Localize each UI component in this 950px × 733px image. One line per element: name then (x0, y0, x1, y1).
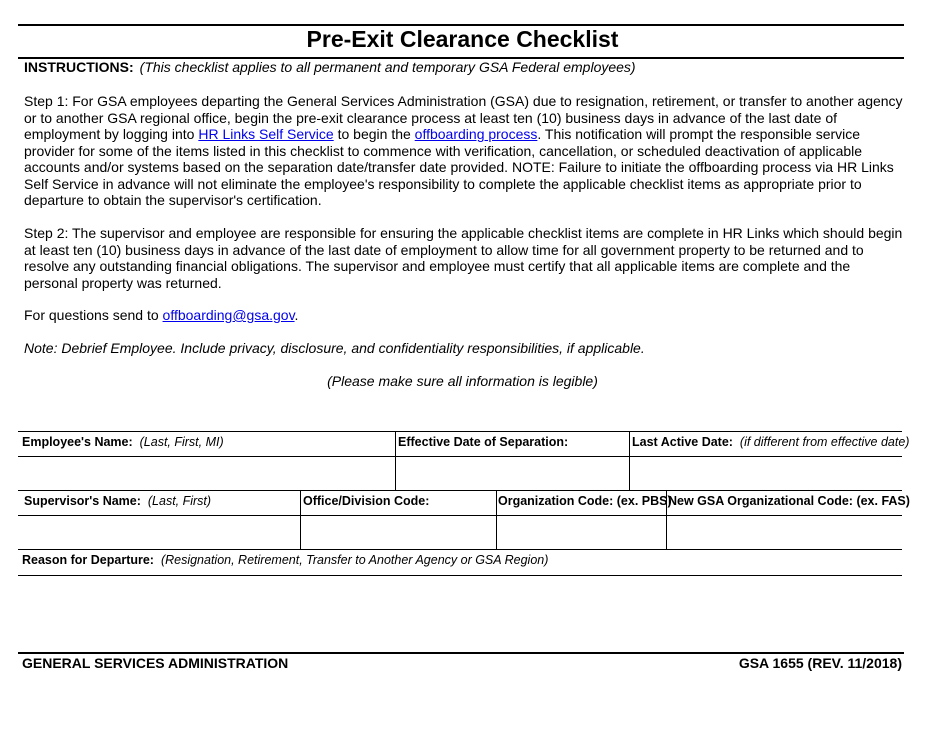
offboarding-process-link[interactable]: offboarding process (414, 126, 538, 142)
effective-date-label (398, 435, 568, 449)
instructions (24, 59, 636, 75)
office-code-label-text: Office/Division Code: (303, 494, 430, 508)
step-1-text-c: . This notification will prompt the responsible service provider for some of the items listed in this checklist to commence with verification, cancellation, or scheduled deactivation of applicable accounts and/or systems based on the separation date/transfer date provided. NOTE: Failure to initiate the offboarding process via HR Links Self Service in advance will not eliminate the employee's responsibility to complete the applicable checklist items as appropriate prior to departure to obtain the supervisor's certification. (24, 126, 894, 208)
last-active-date-label (632, 435, 909, 449)
employee-name-label-text: Employee's Name: (22, 435, 133, 449)
effective-date-field[interactable] (396, 457, 628, 489)
reason-for-departure-field[interactable] (19, 550, 901, 574)
last-active-date-field[interactable] (630, 457, 901, 489)
employee-name-hint: (Last, First, MI) (139, 435, 224, 449)
new-org-code-label-text: New GSA Organizational Code: (ex. FAS) (668, 494, 910, 508)
employee-name-label (22, 435, 224, 449)
hr-links-self-service-link[interactable]: HR Links Self Service (198, 126, 334, 142)
supervisor-name-field[interactable] (19, 516, 299, 548)
supervisor-name-label-text: Supervisor's Name: (24, 494, 141, 508)
new-gsa-org-code-field[interactable] (667, 516, 901, 548)
step-2-paragraph: Step 2: The supervisor and employee are responsible for ensuring the applicable checklist items are complete in HR Links which should begin at least ten (10) business days in advance of the last date of employment to allow time for all government property to be returned and to resolve any outstanding financial obligations. The supervisor and employee must certify that all applicable items are complete and the personal property was returned. (24, 225, 903, 291)
grid-line (18, 490, 902, 491)
org-code-label-text: Organization Code: (ex. PBS) (498, 494, 672, 508)
step-1-text-a: Step 1: For GSA employees departing the General Services Administration (GSA) due to resignation, retirement, or transfer to another agency or to another GSA regional office, begin the pre-exit clearance process at least ten (10) business days in advance of the last date of employment by logging into (24, 93, 903, 142)
new-gsa-org-code-label (668, 494, 910, 508)
employee-name-field[interactable] (19, 457, 394, 489)
office-division-code-field[interactable] (301, 516, 495, 548)
questions-line (24, 307, 904, 324)
grid-line (18, 575, 902, 576)
debrief-note: Note: Debrief Employee. Include privacy, disclosure, and confidentiality responsibilities, if applicable. (24, 340, 645, 356)
office-division-code-label (303, 494, 429, 508)
footer-rule (18, 652, 904, 654)
footer-agency: GENERAL SERVICES ADMINISTRATION (22, 655, 289, 671)
grid-line (18, 431, 902, 432)
instructions-label: INSTRUCTIONS: (24, 59, 134, 75)
step-1-paragraph (24, 93, 904, 209)
organization-code-field[interactable] (497, 516, 665, 548)
offboarding-email-link[interactable]: offboarding@gsa.gov (162, 307, 295, 323)
instructions-text: (This checklist applies to all permanent and temporary GSA Federal employees) (139, 59, 636, 75)
organization-code-label (498, 494, 672, 508)
questions-text: For questions send to (24, 307, 163, 323)
last-active-label-text: Last Active Date: (632, 435, 733, 449)
last-active-hint: (if different from effective date) (739, 435, 910, 449)
effective-date-label-text: Effective Date of Separation: (398, 435, 569, 449)
footer-form-number: GSA 1655 (REV. 11/2018) (738, 655, 902, 671)
supervisor-name-label (24, 494, 211, 508)
questions-end: . (294, 307, 299, 323)
reason-hint: (Resignation, Retirement, Transfer to Another Agency or GSA Region) (160, 553, 549, 567)
legible-notice: (Please make sure all information is legible) (327, 373, 598, 389)
form-title: Pre-Exit Clearance Checklist (306, 26, 619, 52)
supervisor-name-hint: (Last, First) (147, 494, 212, 508)
step-1-text-b: to begin the (333, 126, 415, 142)
reason-label-text: Reason for Departure: (22, 553, 154, 567)
